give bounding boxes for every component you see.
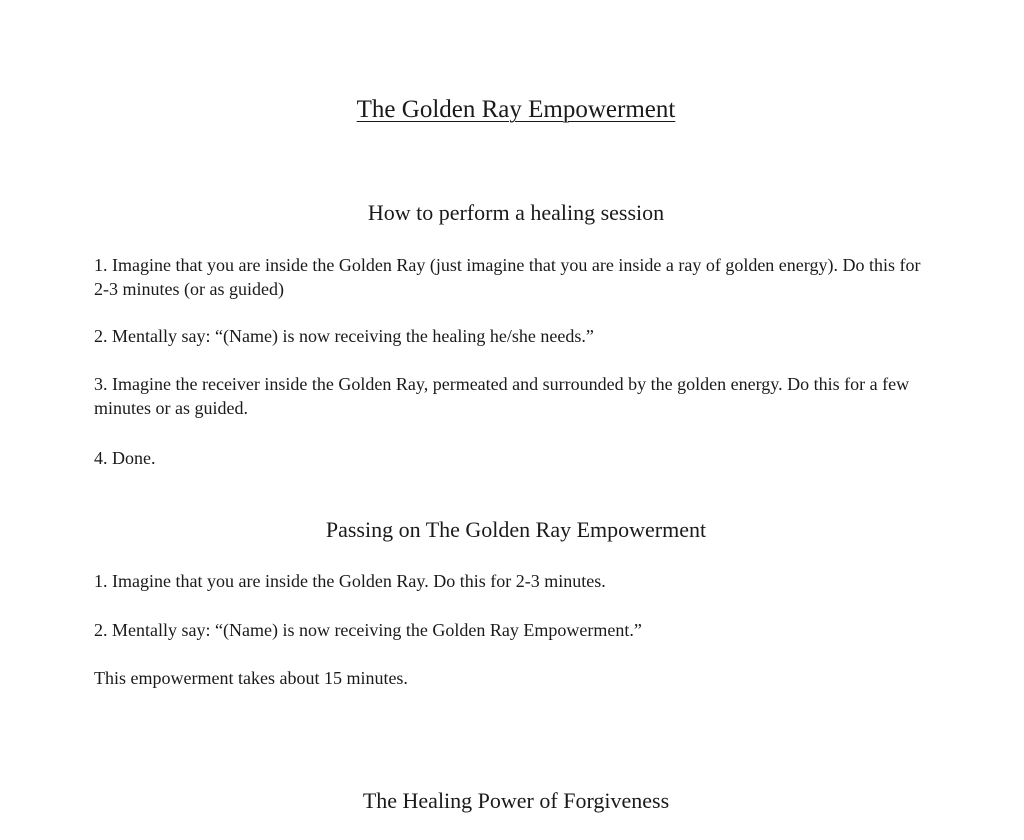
healing-step-1: 1. Imagine that you are inside the Golden Ray (just imagine that you are inside a ray of golden energy). Do this for 2-3 minutes (or as guided) (94, 255, 921, 299)
passing-step-2: 2. Mentally say: “(Name) is now receiving the Golden Ray Empowerment.” (94, 620, 642, 640)
passing-note: This empowerment takes about 15 minutes. (94, 668, 408, 688)
document-title-text: The Golden Ray Empowerment (356, 96, 676, 123)
healing-step-3: 3. Imagine the receiver inside the Golden Ray, permeated and surrounded by the golden energy. Do this for a few minutes or as guided. (94, 374, 910, 418)
healing-step-2: 2. Mentally say: “(Name) is now receiving the healing he/she needs.” (94, 326, 594, 346)
section-heading-healing-session: How to perform a healing session (367, 200, 665, 225)
healing-step-4: 4. Done. (94, 448, 156, 468)
document-title (0, 94, 1024, 126)
passing-step-1: 1. Imagine that you are inside the Golden Ray. Do this for 2-3 minutes. (94, 571, 606, 591)
section-heading-forgiveness: The Healing Power of Forgiveness (362, 788, 670, 813)
section-heading-passing-on: Passing on The Golden Ray Empowerment (325, 517, 707, 542)
